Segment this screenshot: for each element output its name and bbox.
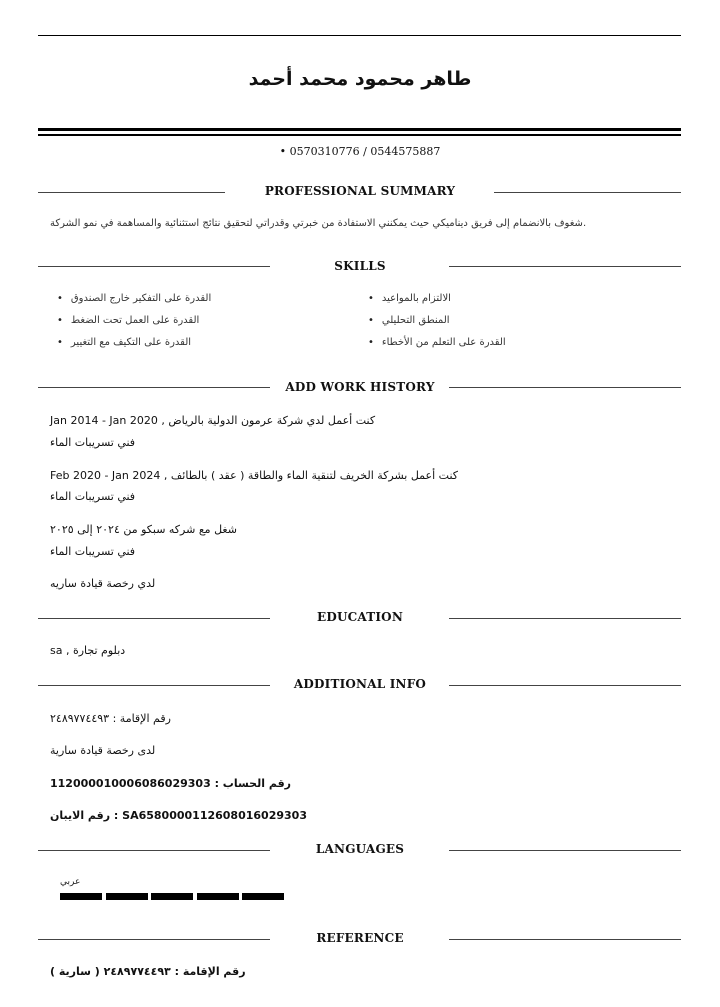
skill-item: • المنطق التحليلي — [368, 315, 450, 326]
language-name: عربي — [60, 877, 81, 887]
resume-name: طاهر محمود محمد أحمد — [248, 68, 472, 90]
top-rule — [38, 35, 681, 36]
skill-item: • القدرة على التكيف مع التغيير — [57, 337, 191, 348]
summary-text: شغوف بالانضمام إلى فريق ديناميكي حيث يمكنني الاستفادة من خبرتي وقدراتي لتحقيق نتائج استثنائية والمساهمة في نمو الشركة. — [50, 218, 587, 229]
skill-item: • القدرة على التفكير خارج الصندوق — [57, 293, 211, 304]
reference-entry: رقم الإقامة : ٢٤٨٩٧٧٤٤٩٣ ( سارية ) — [50, 965, 246, 978]
section-heading-additional: ADDITIONAL INFO — [293, 677, 427, 691]
header-rule-thick — [38, 128, 681, 131]
additional-item: لدى رخصة قيادة سارية — [50, 744, 156, 757]
language-level-bar — [151, 893, 193, 900]
work-entry-role: فني تسريبات الماء — [50, 545, 136, 558]
education-entry: sa , دبلوم تجارة — [50, 644, 126, 657]
section-heading-reference: REFERENCE — [316, 931, 404, 945]
section-heading-summary: PROFESSIONAL SUMMARY — [264, 184, 456, 198]
work-entry-heading: Feb 2020 - Jan 2024 , كنت أعمل بشركة الخريف لتنقية الماء والطاقة ( عقد ) بالطائف — [50, 469, 458, 482]
section-heading-languages: LANGUAGES — [315, 842, 405, 856]
additional-item: رقم الحساب : 112000010006086029303 — [50, 777, 291, 790]
work-entry-role: فني تسريبات الماء — [50, 490, 136, 503]
section-heading-education: EDUCATION — [317, 610, 403, 624]
additional-item: رقم الايبان : SA6580000112608016029303 — [50, 809, 307, 822]
language-level-bar — [197, 893, 239, 900]
work-note: لدي رخصة قيادة ساريه — [50, 577, 156, 590]
skill-item: • القدرة على التعلم من الأخطاء — [368, 337, 506, 348]
section-heading-work: ADD WORK HISTORY — [285, 380, 435, 394]
skill-item: • الالتزام بالمواعيد — [368, 293, 451, 304]
language-level-bar — [60, 893, 102, 900]
work-entry-heading: Jan 2014 - Jan 2020 , كنت أعمل لدي شركة عرمون الدولية بالرياض — [50, 414, 376, 427]
language-level-bar — [106, 893, 148, 900]
language-level-bar — [242, 893, 284, 900]
additional-item: رقم الإقامة : ٢٤٨٩٧٧٤٤٩٣ — [50, 712, 171, 725]
work-entry-heading: شغل مع شركه سبكو من ٢٠٢٤ إلى ٢٠٢٥ — [50, 523, 237, 536]
contact-phones: • 0570310776 / 0544575887 — [279, 145, 441, 158]
section-heading-skills: SKILLS — [334, 259, 386, 273]
work-entry-role: فني تسريبات الماء — [50, 436, 136, 449]
skill-item: • القدرة على العمل تحت الضغط — [57, 315, 199, 326]
header-rule-thin — [38, 134, 681, 136]
